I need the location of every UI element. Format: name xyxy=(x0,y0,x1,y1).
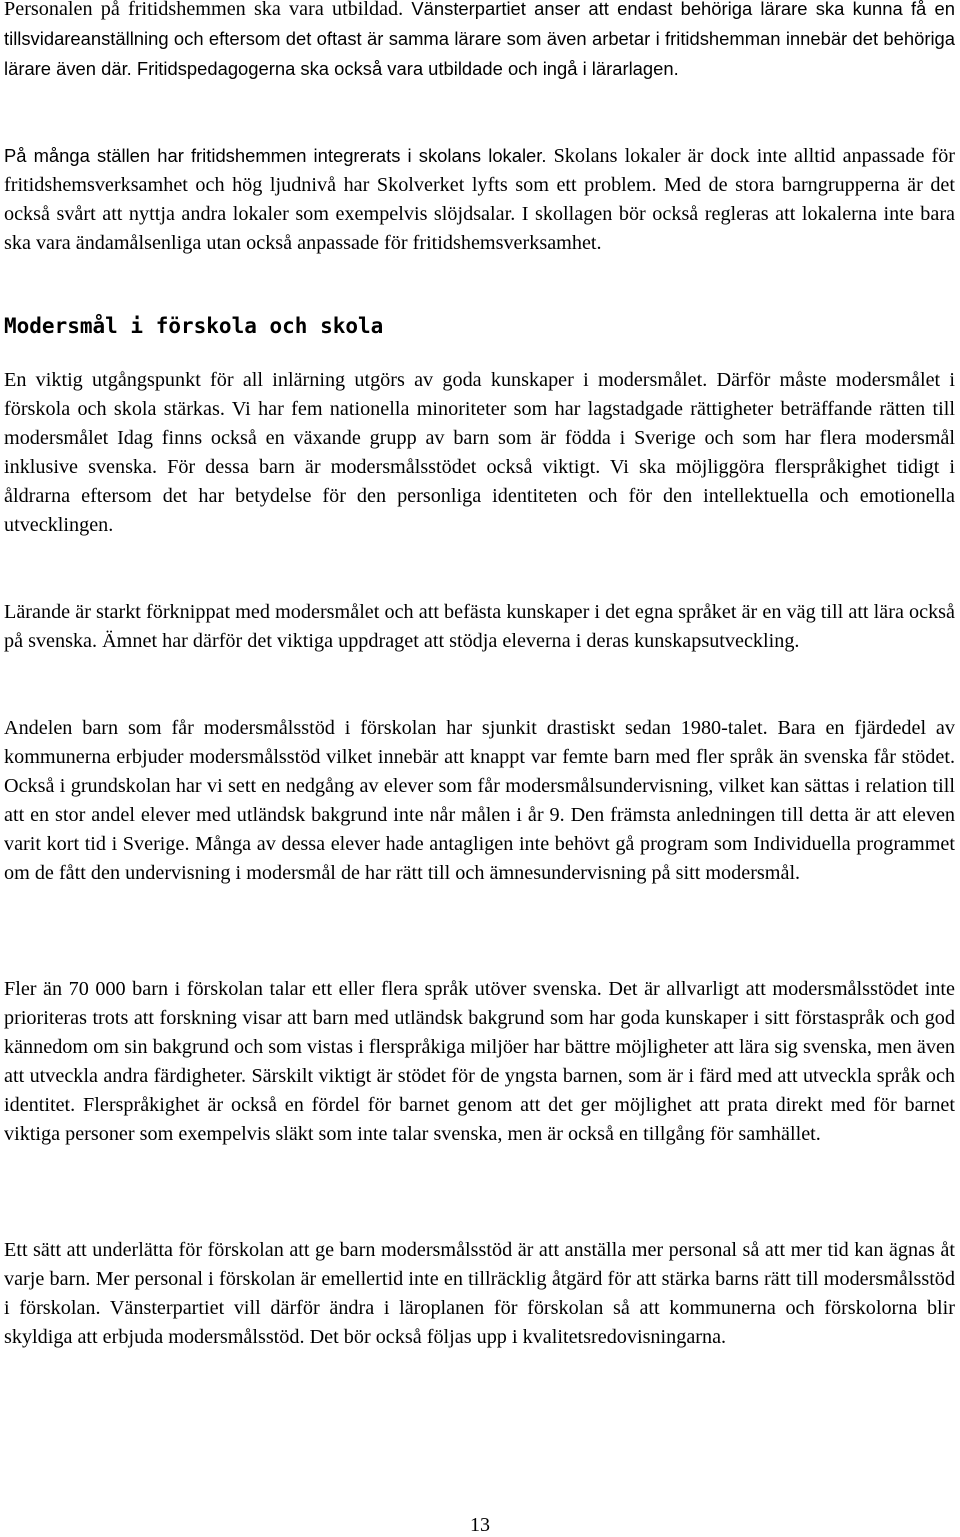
intro-sentence-1: Personalen på fritidshemmen ska vara utbildad. xyxy=(4,0,404,20)
body-paragraph-4: Fler än 70 000 barn i förskolan talar ett eller flera språk utöver svenska. Det är allvarligt att modersmålsstödet inte prioriteras trots att forskning visar att barn med utländsk bakgrund som har goda kunskaper i sitt förstaspråk och god kännedom om sin bakgrund och som vistas i flerspråkiga miljöer har bättre möjligheter att lära sig svenska, men även att utveckla andra färdigheter. Särskilt viktigt är stödet för de yngsta barnen, som är i färd med att utveckla språk och identitet. Flerspråkighet är också en fördel för barnet genom att det ger möjlighet att prata direkt med för barnet viktiga personer som exempelvis släkt som inte talar svenska, men är också en tillgång för samhället. xyxy=(4,978,955,1145)
body-paragraph-2: Lärande är starkt förknippat med modersmålet och att befästa kunskaper i det egna språket är en väg till att lära också på svenska. Ämnet har därför det viktiga uppdraget att stödja eleverna i deras kunskapsutveckling. xyxy=(4,601,955,652)
premises-rest: Skolans lokaler är dock inte alltid anpassade för fritidshemsverksamhet och hög ljudnivå har Skolverket lyfts som ett problem. Med de stora barngrupperna är det också svårt att nyttja andra lokaler som exempelvis slöjdsalar. I skollagen bör också regleras att lokalerna inte bara ska vara ändamålsenliga utan också anpassade för fritidshemsverksamhet. xyxy=(4,145,956,254)
premises-sentence-1: På många ställen har fritidshemmen integrerats i skolans lokaler. xyxy=(4,145,547,166)
premises-paragraph xyxy=(4,141,955,258)
body-paragraph-1: En viktig utgångspunkt för all inlärning utgörs av goda kunskaper i modersmålet. Därför måste modersmålet i förskola och skola stärkas. Vi har fem nationella minoriteter som har lagstadgade rättigheter beträffande rätten till modersmålet Idag finns också en växande grupp av barn som är födda i Sverige och som har flera modersmål inklusive svenska. För dessa barn är modersmålsstödet också viktigt. Vi ska möjliggöra flerspråkighet tidigt i åldrarna eftersom det har betydelse för den personliga identiteten och för den intellektuella och emotionella utvecklingen. xyxy=(4,369,955,536)
section-heading: Modersmål i förskola och skola xyxy=(4,314,384,338)
body-paragraph-3: Andelen barn som får modersmålsstöd i förskolan har sjunkit drastiskt sedan 1980-talet. Bara en fjärdedel av kommunerna erbjuder modersmålsstöd vilket innebär att knappt var femte barn med fler språk än svenska får stödet. Också i grundskolan har vi sett en nedgång av elever som får modersmålsundervisning, vilket kan sättas i relation till att en stor andel elever med utländsk bakgrund inte når målen i år 9. Den främsta anledningen till detta är att eleven varit kort tid i Sverige. Många av dessa elever hade antagligen inte behövt gå program som Individuella programmet om de fått den undervisning i modersmål de har rätt till och ämnesundervisning på sitt modersmål. xyxy=(4,717,955,884)
intro-sentence-3: Fritidspedagogerna ska också vara utbildade och ingå i lärarlagen. xyxy=(136,58,679,79)
body-paragraph-5: Ett sätt att underlätta för förskolan att ge barn modersmålsstöd är att anställa mer personal så att mer tid kan ägnas åt varje barn. Mer personal i förskolan är emellertid inte en tillräcklig åtgärd för att stärka barns rätt till modersmålsstöd i förskolan. Vänsterpartiet vill därför ändra i läroplanen för förskolan så att kommunerna och förskolorna blir skyldiga att erbjuda modersmålsstöd. Det bör också följas upp i kvalitetsredovisningarna. xyxy=(4,1239,955,1348)
intro-sentence-2: Vänsterpartiet anser att endast behöriga lärare ska kunna få en tillsvidareanställning och eftersom det oftast är samma lärare som även arbetar i fritidshemman innebär det behöriga lärare även där. xyxy=(4,0,955,79)
page-number: 13 xyxy=(470,1514,490,1536)
intro-paragraph xyxy=(4,0,955,84)
